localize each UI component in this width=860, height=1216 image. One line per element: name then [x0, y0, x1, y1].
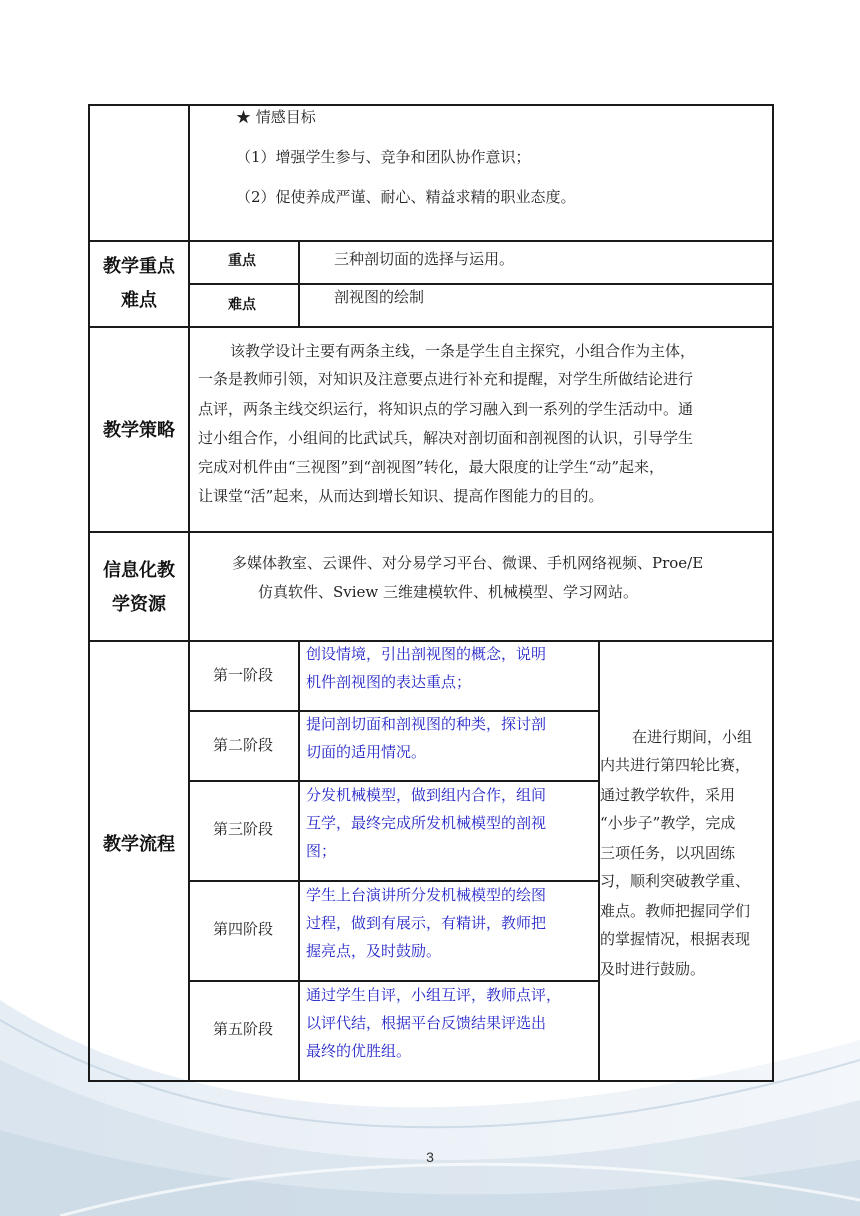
process-note-line: 难点。教师把握同学们: [600, 902, 751, 920]
stage-desc: 图；: [306, 842, 337, 860]
rule: [88, 1080, 774, 1082]
stage-name: 第三阶段: [212, 820, 273, 838]
stage-desc: 机件剖视图的表达重点；: [306, 673, 472, 691]
affective-heading: ★ 情感目标: [236, 108, 316, 126]
process-note-line: 及时进行鼓励。: [600, 960, 706, 978]
stage-desc: 分发机械模型，做到组内合作，组间: [306, 786, 547, 804]
strategy-label: 教学策略: [103, 420, 175, 441]
rule: [88, 531, 774, 533]
difficulty-label: 难点: [228, 297, 256, 313]
stage-desc: 过程，做到有展示，有精讲，教师把: [306, 914, 547, 932]
stage-desc: 创设情境，引出剖视图的概念，说明: [306, 645, 547, 663]
rule: [88, 326, 774, 328]
rule: [298, 640, 300, 1081]
resources-label-line1: 信息化教: [103, 560, 175, 581]
affective-item-1: （1）增强学生参与、竞争和团队协作意识；: [236, 148, 531, 166]
rule: [88, 104, 774, 106]
stage-name: 第五阶段: [212, 1020, 273, 1038]
process-note-line: 在进行期间，小组: [632, 728, 753, 746]
resources-line-1: 多媒体教室、云课件、对分易学习平台、微课、手机网络视频、Proe/E: [232, 554, 704, 572]
rule: [772, 104, 774, 1081]
stage-desc: 互学，最终完成所发机械模型的剖视: [306, 814, 547, 832]
process-note-line: 三项任务，以巩固练: [600, 844, 736, 862]
stage-desc: 提问剖切面和剖视图的种类，探讨剖: [306, 715, 547, 733]
stage-name: 第二阶段: [212, 736, 273, 754]
rule: [88, 240, 774, 242]
process-note-line: 习，顺利突破教学重、: [600, 872, 751, 890]
difficulty-text: 剖视图的绘制: [334, 288, 425, 306]
strategy-line: 点评，两条主线交织运行，将知识点的学习融入到一系列的学生活动中。通: [198, 400, 694, 418]
process-note-line: 通过教学软件，采用: [600, 786, 736, 804]
stage-name: 第一阶段: [212, 666, 273, 684]
process-label: 教学流程: [103, 834, 175, 855]
strategy-line: 让课堂“活”起来，从而达到增长知识、提高作图能力的目的。: [198, 487, 604, 505]
stage-desc: 学生上台演讲所分发机械模型的绘图: [306, 886, 547, 904]
key-points-label-line1: 教学重点: [103, 256, 175, 277]
page-number: 3: [426, 1149, 434, 1165]
stage-desc: 切面的适用情况。: [306, 743, 427, 761]
stage-desc: 以评代结，根据平台反馈结果评选出: [306, 1014, 547, 1032]
strategy-line: 该教学设计主要有两条主线，一条是学生自主探究，小组合作为主体，: [230, 342, 696, 360]
stage-name: 第四阶段: [212, 920, 273, 938]
key-points-label-line2: 难点: [121, 290, 157, 311]
rule: [298, 240, 300, 326]
affective-item-2: （2）促使养成严谨、耐心、精益求精的职业态度。: [236, 188, 576, 206]
focus-text: 三种剖切面的选择与运用。: [334, 250, 515, 268]
strategy-line: 过小组合作，小组间的比武试兵，解决对剖切面和剖视图的认识，引导学生: [198, 429, 694, 447]
process-note-line: “小步子”教学，完成: [600, 814, 736, 832]
strategy-line: 完成对机件由“三视图”到“剖视图”转化，最大限度的让学生“动”起来，: [198, 458, 665, 476]
stage-desc: 通过学生自评，小组互评，教师点评，: [306, 986, 562, 1004]
stage-desc: 最终的优胜组。: [306, 1042, 412, 1060]
focus-label: 重点: [228, 253, 256, 269]
stage-desc: 握亮点，及时鼓励。: [306, 942, 442, 960]
process-note-line: 内共进行第四轮比赛，: [600, 756, 751, 774]
resources-label-line2: 学资源: [112, 594, 166, 615]
strategy-line: 一条是教师引领，对知识及注意要点进行补充和提醒，对学生所做结论进行: [198, 370, 694, 388]
resources-line-2: 仿真软件、Sview 三维建模软件、机械模型、学习网站。: [258, 583, 639, 601]
rule: [188, 283, 774, 285]
process-note-line: 的掌握情况，根据表现: [600, 930, 751, 948]
